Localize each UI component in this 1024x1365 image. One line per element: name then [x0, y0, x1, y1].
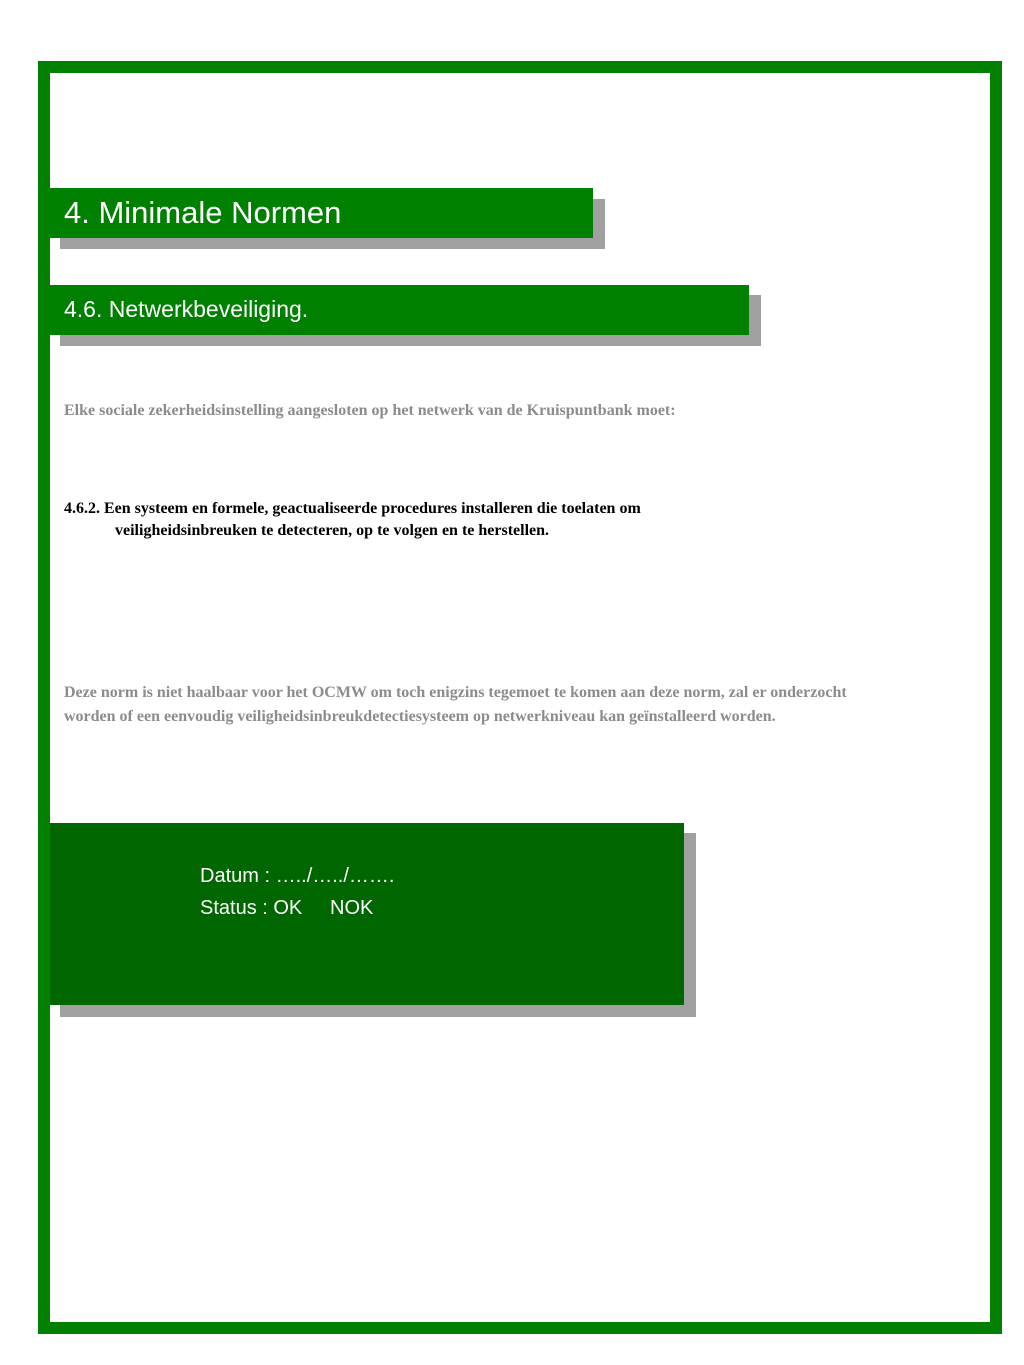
- norm-text: [64, 498, 824, 542]
- remark-text: Deze norm is niet haalbaar voor het OCMW om toch enigzins tegemoet te komen aan deze norm, zal er onderzocht worden of een eenvoudig veiligheidsinbreukdetectiesysteem op netwerkniveau kan geïnstalleerd worden.: [64, 684, 847, 725]
- intro-text: Elke sociale zekerheidsinstelling aangesloten op het netwerk van de Kruispuntbank moet:: [64, 402, 676, 419]
- datum-field: Datum : …../…../…….: [200, 865, 395, 887]
- section-title: 4. Minimale Normen: [50, 188, 593, 238]
- norm-line-1: 4.6.2. Een systeem en formele, geactualiseerde procedures installeren die toelaten om: [64, 500, 641, 517]
- status-field: Status : OK NOK: [200, 897, 374, 919]
- status-box: [50, 823, 684, 1005]
- section-subtitle: 4.6. Netwerkbeveiliging.: [50, 285, 749, 335]
- norm-line-2: veiligheidsinbreuken te detecteren, op te volgen en te herstellen.: [115, 522, 550, 539]
